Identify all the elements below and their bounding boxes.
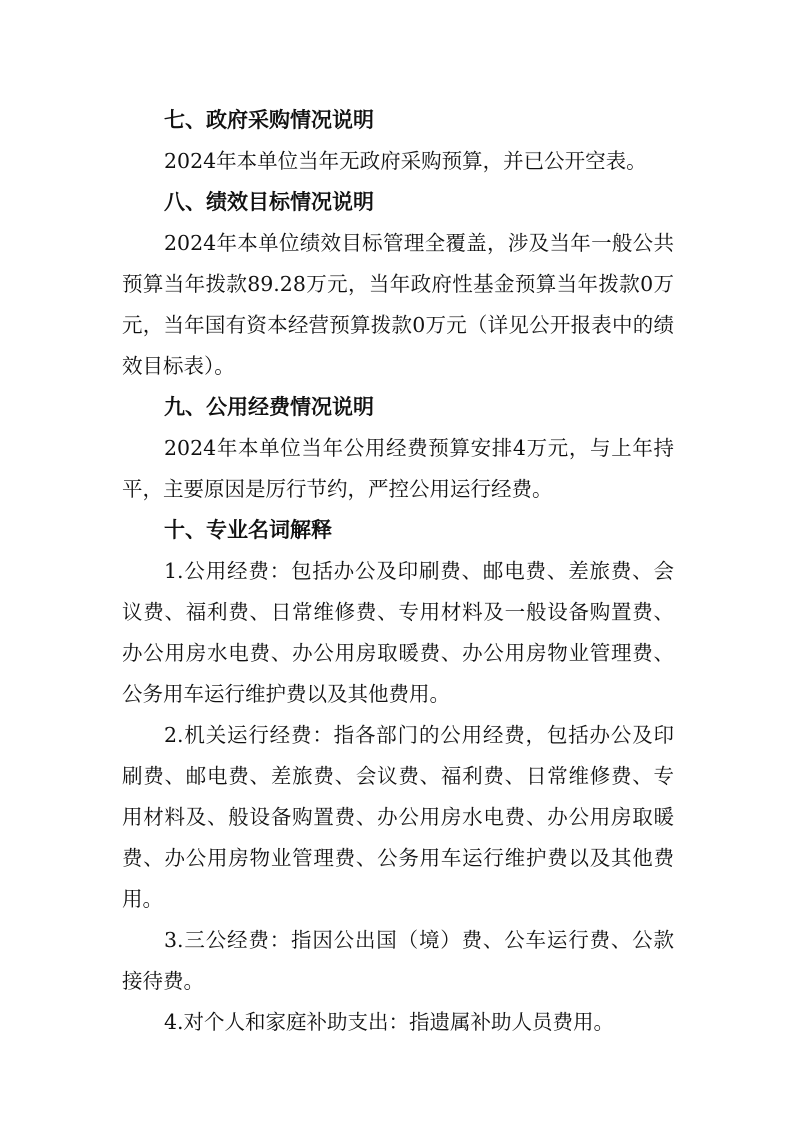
section-heading-public-funds: 九、公用经费情况说明 bbox=[164, 395, 374, 419]
glossary-item-three-public-funds: 3.三公经费：指因公出国（境）费、公车运行费、公款接待费。 bbox=[122, 928, 674, 993]
procurement-paragraph: 2024年本单位当年无政府采购预算，并已公开空表。 bbox=[164, 149, 647, 173]
section-heading-procurement: 七、政府采购情况说明 bbox=[164, 108, 374, 132]
glossary-item-family-subsidy: 4.对个人和家庭补助支出：指遗属补助人员费用。 bbox=[164, 1010, 615, 1034]
section-heading-performance: 八、绩效目标情况说明 bbox=[164, 190, 374, 214]
public-funds-paragraph: 2024年本单位当年公用经费预算安排4万元，与上年持平，主要原因是厉行节约，严控公用运行经费。 bbox=[122, 436, 674, 501]
glossary-item-operating-funds: 2.机关运行经费：指各部门的公用经费，包括办公及印刷费、邮电费、差旅费、会议费、福利费、日常维修费、专用材料及、般设备购置费、办公用房水电费、办公用房取暖费、办公用房物业管理费、公务用车运行维护费以及其他费用。 bbox=[122, 723, 674, 911]
document-content bbox=[122, 100, 674, 1043]
glossary-item-public-funds: 1.公用经费：包括办公及印刷费、邮电费、差旅费、会议费、福利费、日常维修费、专用材料及一般设备购置费、办公用房水电费、办公用房取暖费、办公用房物业管理费、公务用车运行维护费以及其他费用。 bbox=[122, 559, 674, 706]
section-heading-glossary: 十、专业名词解释 bbox=[164, 518, 332, 542]
performance-paragraph: 2024年本单位绩效目标管理全覆盖，涉及当年一般公共预算当年拨款89.28万元，当年政府性基金预算当年拨款0万元，当年国有资本经营预算拨款0万元（详见公开报表中的绩效目标表）。 bbox=[122, 231, 674, 378]
